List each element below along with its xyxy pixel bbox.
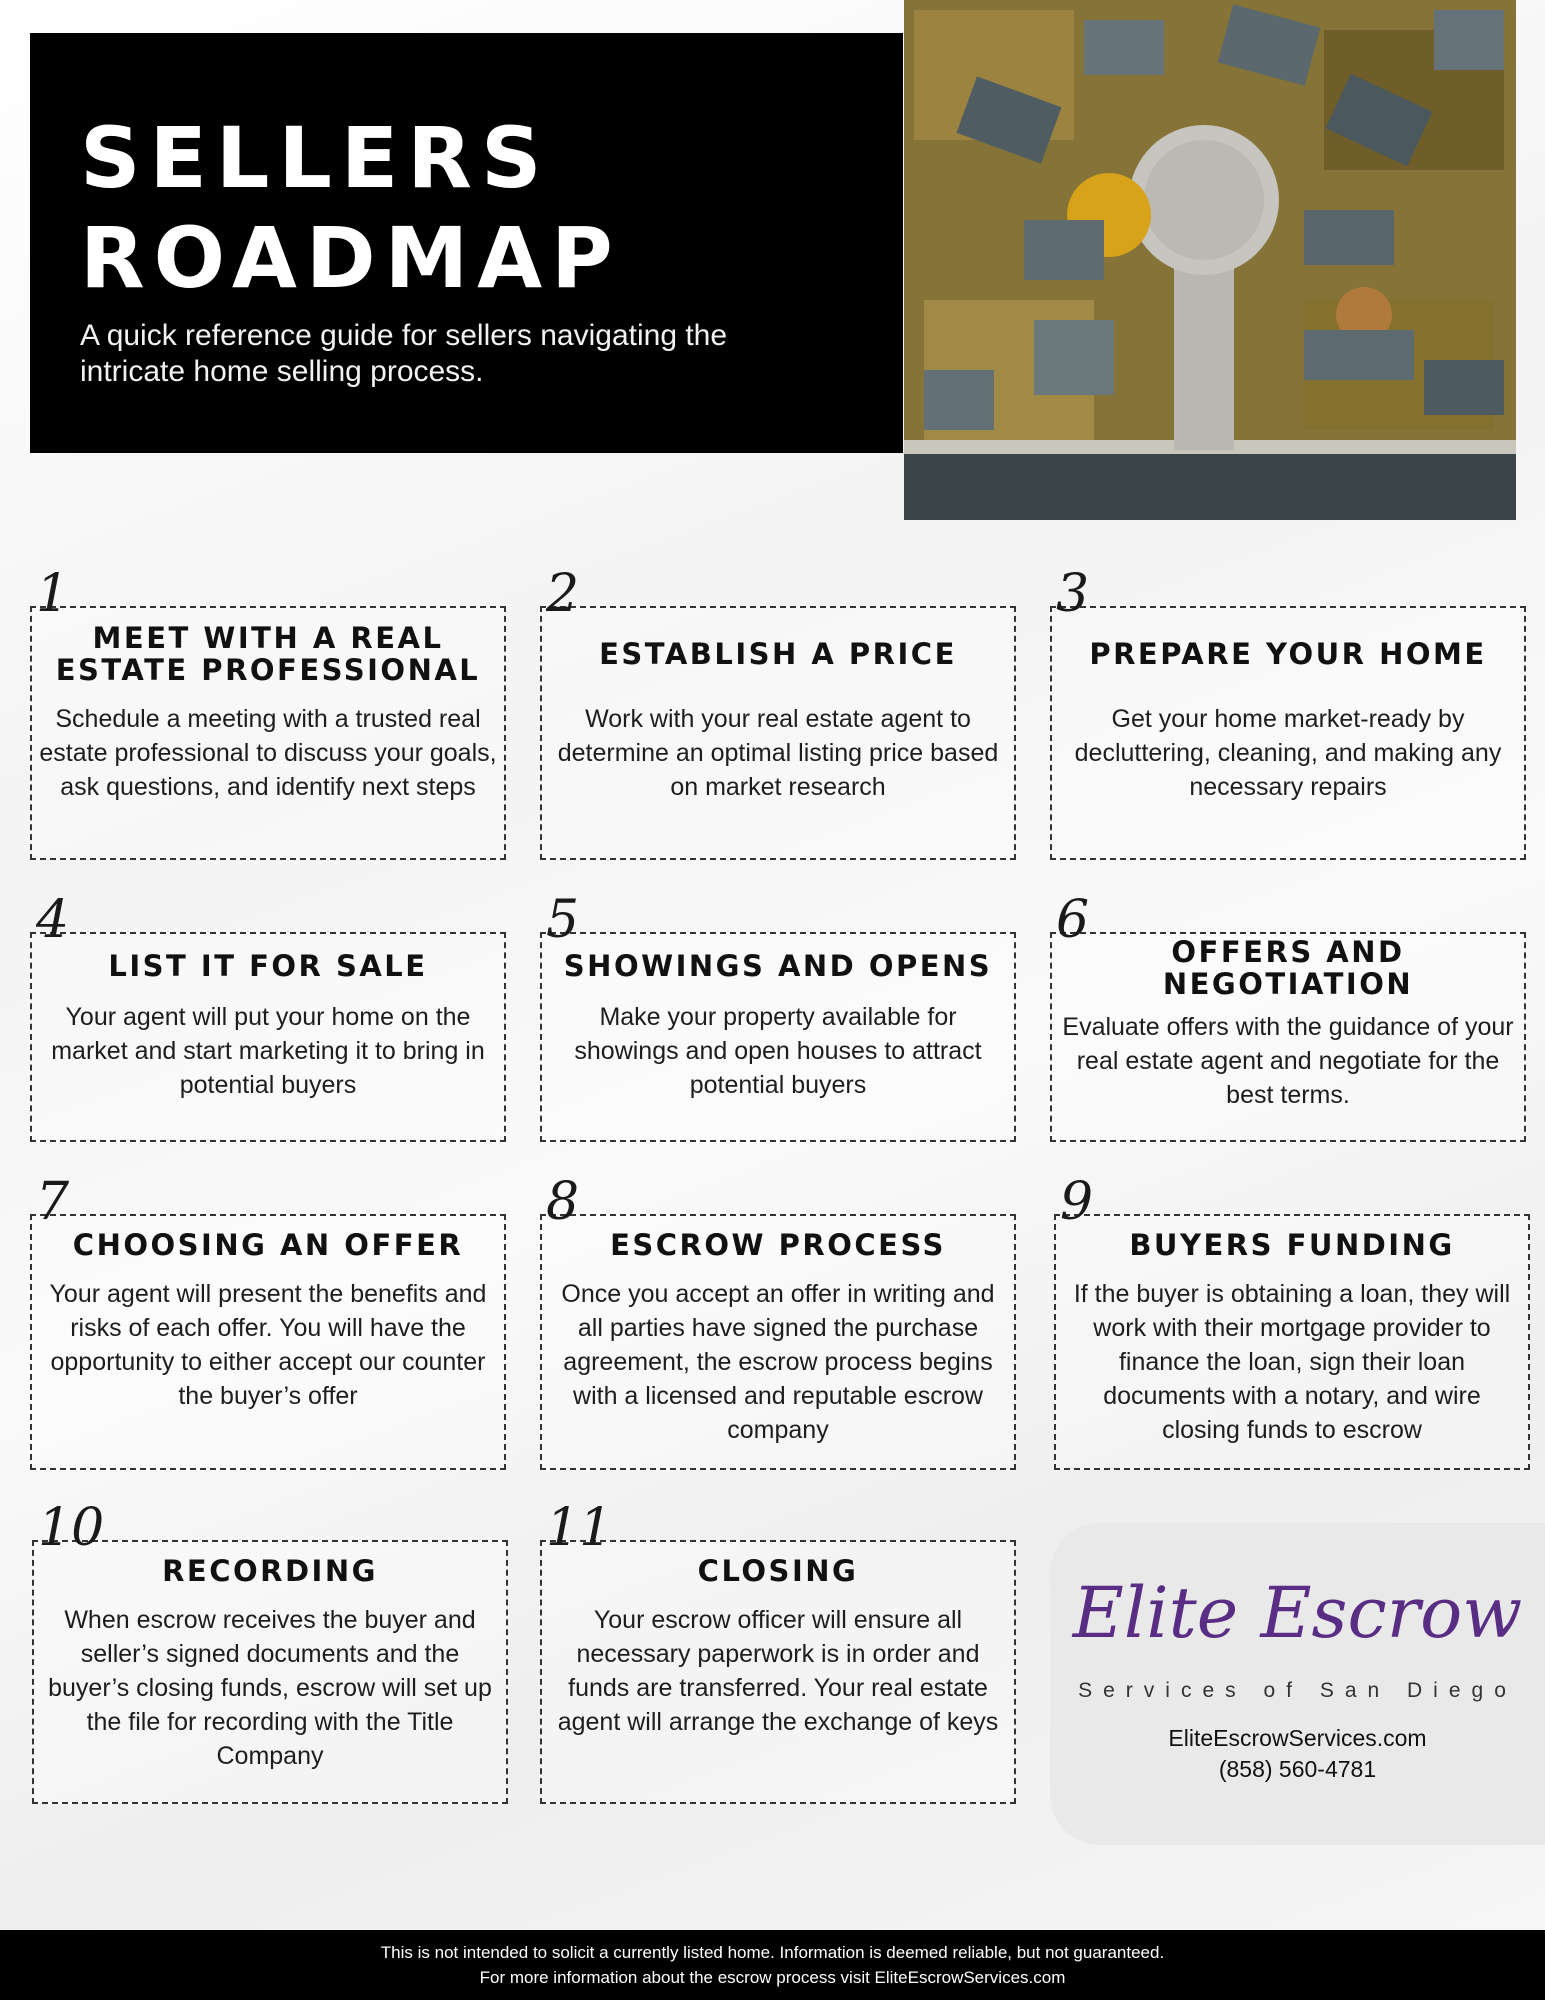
step-title: RECORDING [162, 1554, 378, 1588]
step-title: CLOSING [697, 1554, 859, 1588]
footer-more-info: For more information about the escrow process visit EliteEscrowServices.com [479, 1968, 1066, 1987]
step-card [1054, 1172, 1530, 1470]
step-title: BUYERS FUNDING [1129, 1228, 1455, 1262]
step-number: 2 [546, 564, 580, 624]
step-title: ESCROW PROCESS [610, 1228, 946, 1262]
step-number: 7 [36, 1172, 70, 1232]
step-title: CHOOSING AN OFFER [72, 1228, 464, 1262]
step-card [540, 890, 1016, 1142]
step-card [1050, 890, 1526, 1142]
website-link[interactable]: EliteEscrowServices.com [1168, 1725, 1427, 1751]
logo-card [1050, 1523, 1545, 1845]
title-block [30, 33, 903, 453]
step-card [30, 1172, 506, 1470]
step-card [1050, 564, 1526, 860]
step-card [540, 1172, 1016, 1470]
step-number: 5 [546, 890, 580, 950]
step-description: Work with your real estate agent to determine an optimal listing price based on market research [557, 705, 999, 801]
step-number: 8 [546, 1172, 580, 1232]
step-title: PREPARE YOUR HOME [1089, 637, 1487, 671]
footer-disclaimer: This is not intended to solicit a currently listed home. Information is deemed reliable, but not guaranteed. [380, 1943, 1165, 1962]
title-line-2: ROADMAP [80, 209, 622, 307]
step-number: 6 [1056, 890, 1090, 950]
step-description: Make your property available for showings and open houses to attract potential buyers [574, 1003, 982, 1099]
step-card [540, 1498, 1016, 1804]
step-number: 10 [38, 1498, 105, 1558]
step-description: Once you accept an offer in writing and all parties have signed the purchase agreement, the escrow process begins with a licensed and reputable escrow company [561, 1280, 995, 1444]
step-number: 4 [36, 890, 70, 950]
page-title [80, 108, 622, 308]
step-description: Schedule a meeting with a trusted real estate professional to discuss your goals, ask questions, and identify next steps [39, 705, 497, 801]
brand-logo: Elite Escrow [1072, 1572, 1523, 1654]
aerial-neighborhood-photo [904, 0, 1516, 520]
step-title: ESTABLISH A PRICE [599, 637, 957, 671]
step-title: MEET WITH A REAL ESTATE PROFESSIONAL [55, 621, 481, 687]
step-card [30, 890, 506, 1142]
step-description: Evaluate offers with the guidance of your real estate agent and negotiate for the best terms. [1062, 1013, 1514, 1109]
step-number: 3 [1056, 564, 1090, 624]
step-number: 9 [1060, 1172, 1094, 1232]
step-description: Your agent will put your home on the market and start marketing it to bring in potential buyers [51, 1003, 485, 1099]
step-card [32, 1498, 508, 1804]
step-description: Your agent will present the benefits and risks of each offer. You will have the opportunity to either accept our counter the buyer’s offer [49, 1280, 487, 1410]
step-description: Your escrow officer will ensure all necessary paperwork is in order and funds are transferred. Your real estate agent will arrange the exchange of keys [557, 1606, 999, 1736]
step-number: 1 [36, 564, 70, 624]
step-title: SHOWINGS AND OPENS [563, 949, 993, 983]
step-description: If the buyer is obtaining a loan, they will work with their mortgage provider to finance the loan, sign their loan documents with a notary, and wire closing funds to escrow [1073, 1280, 1511, 1444]
step-card [30, 564, 506, 860]
step-card [540, 564, 1016, 860]
title-line-1: SELLERS [80, 109, 551, 207]
footer [0, 1930, 1545, 2000]
brand-tagline: Services of San Diego [1078, 1679, 1517, 1702]
step-title: LIST IT FOR SALE [108, 949, 428, 983]
step-number: 11 [546, 1498, 613, 1558]
step-title: OFFERS AND NEGOTIATION [1162, 935, 1414, 1001]
step-description: Get your home market-ready by decluttering, cleaning, and making any necessary repairs [1074, 705, 1502, 801]
step-description: When escrow receives the buyer and seller’s signed documents and the buyer’s closing funds, escrow will set up the file for recording with the Title Company [48, 1606, 492, 1770]
phone-number[interactable]: (858) 560-4781 [1218, 1756, 1377, 1782]
subtitle: A quick reference guide for sellers navigating the intricate home selling process. [80, 319, 728, 388]
